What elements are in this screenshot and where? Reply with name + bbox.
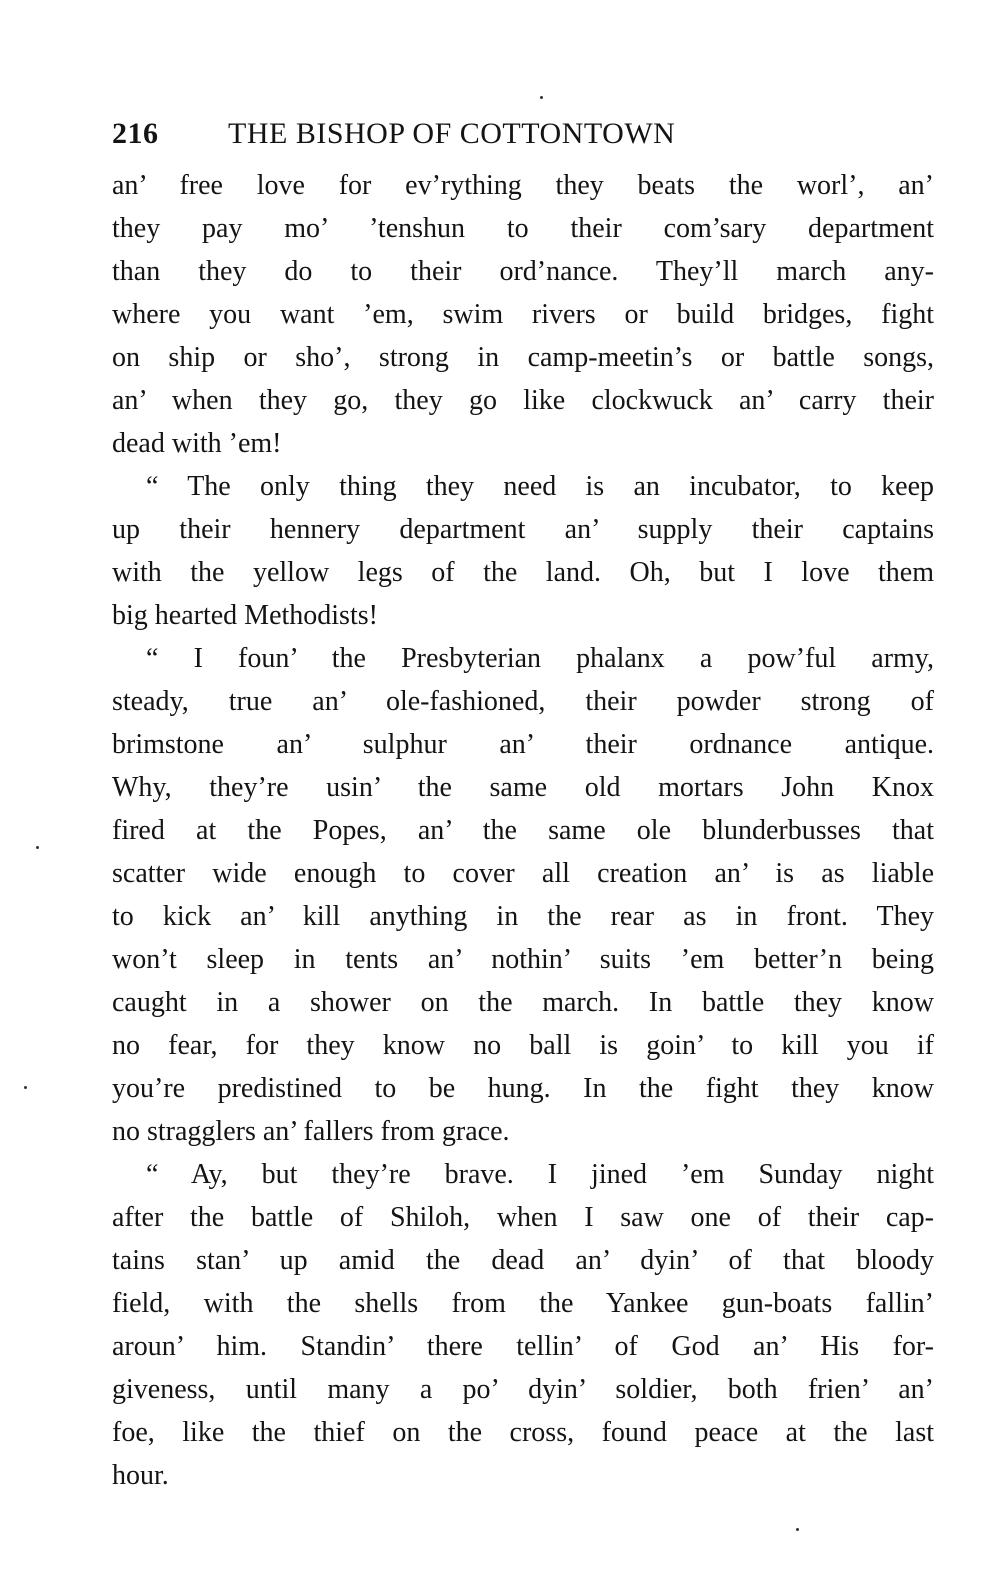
text-line: no stragglers an’ fallers from grace.: [112, 1116, 510, 1147]
text-line: tains stan’ up amid the dead an’ dyin’ of that bloody: [112, 1245, 934, 1276]
text-line: “ Ay, but they’re brave. I jined ’em Sunday night: [146, 1159, 934, 1190]
text-line: caught in a shower on the march. In battle they know: [112, 987, 934, 1018]
print-speck: [24, 1086, 27, 1089]
text-line: Why, they’re usin’ the same old mortars John Knox: [112, 772, 934, 803]
text-line: fired at the Popes, an’ the same ole blunderbusses that: [112, 815, 934, 846]
print-speck: [36, 846, 39, 849]
text-line: than they do to their ord’nance. They’ll march any-: [112, 256, 934, 287]
text-line: aroun’ him. Standin’ there tellin’ of God an’ His for-: [112, 1331, 934, 1362]
text-line: no fear, for they know no ball is goin’ to kill you if: [112, 1030, 934, 1061]
text-line: after the battle of Shiloh, when I saw one of their cap-: [112, 1202, 934, 1233]
text-line: giveness, until many a po’ dyin’ soldier, both frien’ an’: [112, 1374, 934, 1405]
text-line: dead with ’em!: [112, 428, 282, 459]
text-line: on ship or sho’, strong in camp-meetin’s or battle songs,: [112, 342, 934, 373]
text-line: hour.: [112, 1460, 169, 1491]
print-speck: [796, 1528, 799, 1531]
text-line: “ The only thing they need is an incubator, to keep: [146, 471, 934, 502]
text-line: where you want ’em, swim rivers or build bridges, fight: [112, 299, 934, 330]
text-line: field, with the shells from the Yankee gun-boats fallin’: [112, 1288, 934, 1319]
text-line: brimstone an’ sulphur an’ their ordnance antique.: [112, 729, 934, 760]
text-line: won’t sleep in tents an’ nothin’ suits ’em better’n being: [112, 944, 934, 975]
body-text: [112, 164, 934, 1497]
text-line: up their hennery department an’ supply their captains: [112, 514, 934, 545]
text-line: scatter wide enough to cover all creation an’ is as liable: [112, 858, 934, 889]
page-number: 216: [112, 117, 159, 150]
text-line: an’ when they go, they go like clockwuck an’ carry their: [112, 385, 934, 416]
text-line: they pay mo’ ’tenshun to their com’sary department: [112, 213, 934, 244]
text-line: you’re predistined to be hung. In the fight they know: [112, 1073, 934, 1104]
text-line: steady, true an’ ole-fashioned, their powder strong of: [112, 686, 934, 717]
text-line: to kick an’ kill anything in the rear as in front. They: [112, 901, 934, 932]
running-head: [112, 112, 934, 164]
print-speck: [540, 96, 543, 99]
text-line: an’ free love for ev’rything they beats the worl’, an’: [112, 170, 934, 201]
book-page: [112, 112, 934, 1497]
text-line: “ I foun’ the Presbyterian phalanx a pow’ful army,: [146, 643, 934, 674]
text-line: big hearted Methodists!: [112, 600, 378, 631]
text-line: foe, like the thief on the cross, found peace at the last: [112, 1417, 934, 1448]
book-title: THE BISHOP OF COTTONTOWN: [228, 117, 676, 150]
text-line: with the yellow legs of the land. Oh, but I love them: [112, 557, 934, 588]
